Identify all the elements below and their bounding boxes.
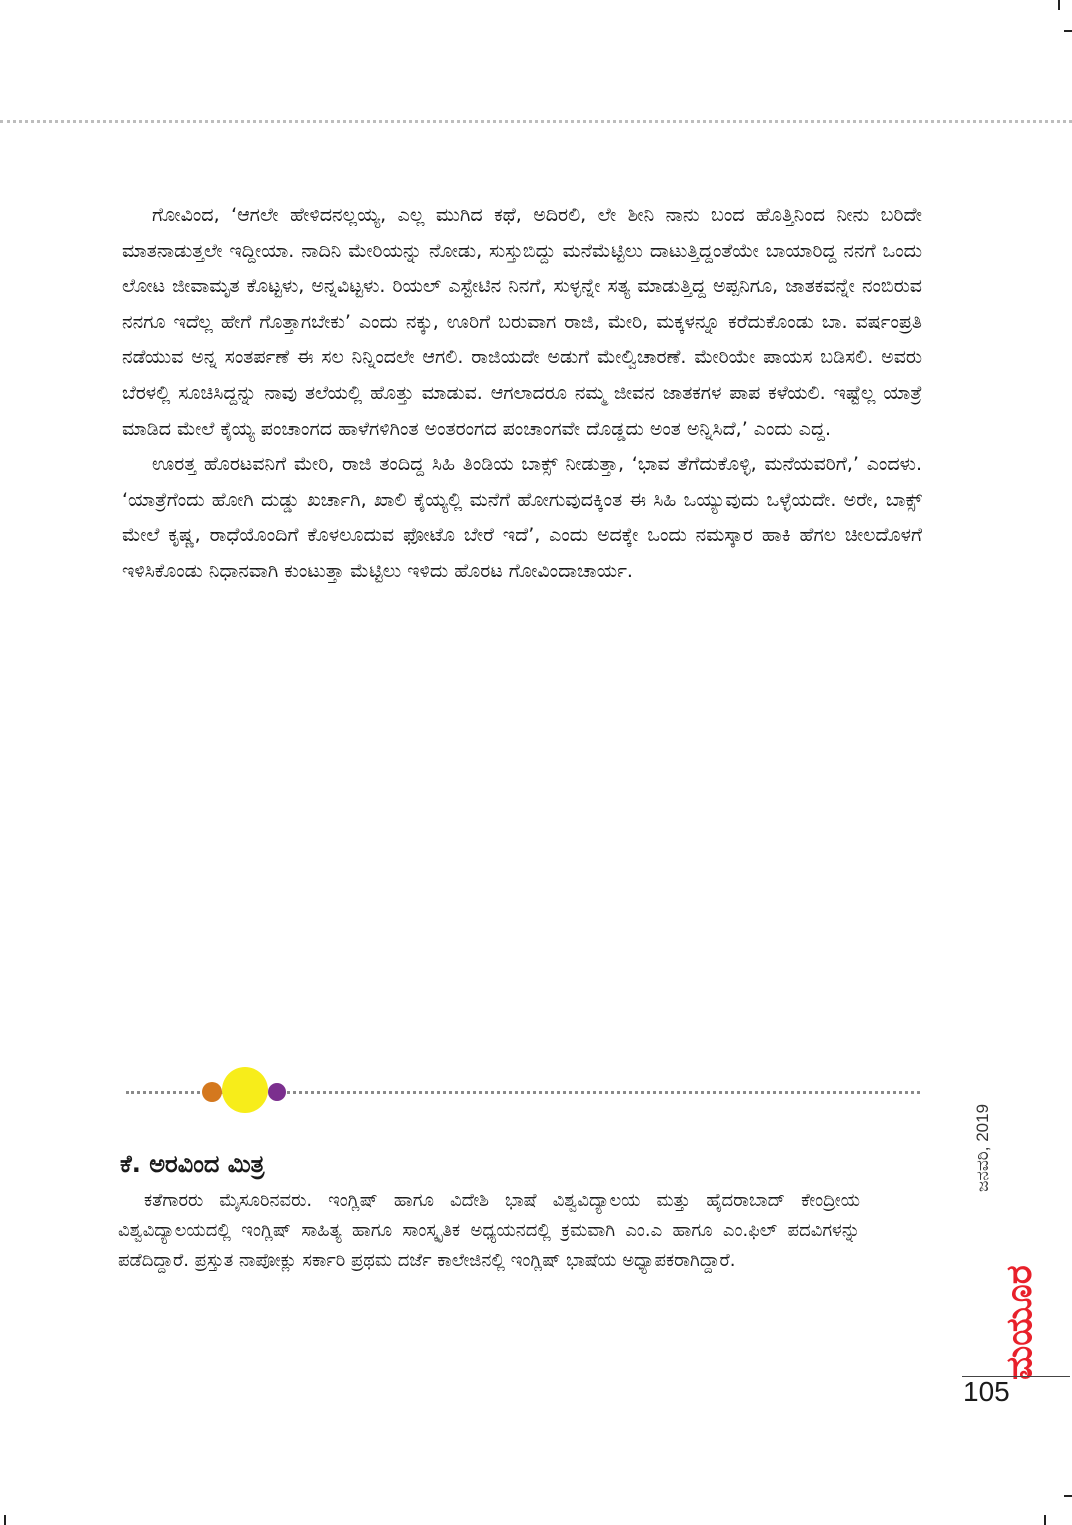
yellow-dot-ornament — [222, 1067, 268, 1113]
author-name: ಕೆ. ಅರವಿಂದ ಮಿತ್ರ — [120, 1150, 265, 1178]
story-paragraph: ಊರತ್ತ ಹೊರಟವನಿಗೆ ಮೇರಿ, ರಾಜಿ ತಂದಿದ್ದ ಸಿಹಿ ತಿಂಡಿಯ ಬಾಕ್ಸ್ ನೀಡುತ್ತಾ, ‘ಭಾವ ತೆಗೆದುಕೊಳ್ಳಿ, ಮನೆಯವರಿಗೆ,’ ಎಂದಳು. ‘ಯಾತ್ರೆಗೆಂದು ಹೋಗಿ ದುಡ್ಡು ಖರ್ಚಾಗಿ, ಖಾಲಿ ಕೈಯ್ಯಲ್ಲಿ ಮನೆಗೆ ಹೋಗುವುದಕ್ಕಿಂತ ಈ ಸಿಹಿ ಒಯ್ಯುವುದು ಒಳ್ಳೆಯದೇ. ಅರೇ, ಬಾಕ್ಸ್ ಮೇಲೆ ಕೃಷ್ಣ, ರಾಧೆಯೊಂದಿಗೆ ಕೊಳಲೂದುವ ಫೋಟೊ ಬೇರೆ ಇದೆ’, ಎಂದು ಅದಕ್ಕೇ ಒಂದು ನಮಸ್ಕಾರ ಹಾಕಿ ಹೆಗಲ ಚೀಲದೊಳಗೆ ಇಳಿಸಿಕೊಂಡು ನಿಧಾನವಾಗಿ ಕುಂಟುತ್ತಾ ಮೆಟ್ಟಿಲು ಇಳಿದು ಹೊರಟ ಗೋವಿಂದಾಚಾರ್ಯ. — [122, 453, 922, 582]
orange-dot-ornament — [202, 1082, 222, 1102]
crop-mark-right-lower — [1064, 1495, 1072, 1497]
purple-dot-ornament — [268, 1083, 286, 1101]
crop-mark-right-upper — [1064, 30, 1072, 32]
author-bio — [118, 1186, 860, 1276]
author-divider — [126, 1088, 920, 1096]
story-body — [122, 198, 922, 590]
issue-date: ಜನವರಿ, 2019 — [973, 1103, 992, 1192]
magazine-logo: ಮಯೂರ — [999, 1265, 1040, 1380]
author-bio-text: ಕತೆಗಾರರು ಮೈಸೂರಿನವರು. ಇಂಗ್ಲಿಷ್ ಹಾಗೂ ವಿದೇಶಿ ಭಾಷೆ ವಿಶ್ವವಿದ್ಯಾಲಯ ಮತ್ತು ಹೈದರಾಬಾದ್ ಕೇಂದ್ರೀಯ ವಿಶ್ವವಿದ್ಯಾಲಯದಲ್ಲಿ ಇಂಗ್ಲಿಷ್ ಸಾಹಿತ್ಯ ಹಾಗೂ ಸಾಂಸ್ಕೃತಿಕ ಅಧ್ಯಯನದಲ್ಲಿ ಕ್ರಮವಾಗಿ ಎಂ.ಎ ಹಾಗೂ ಎಂ.ಫಿಲ್ ಪದವಿಗಳನ್ನು ಪಡೆದಿದ್ದಾರೆ. ಪ್ರಸ್ತುತ ನಾಪೋಕ್ಲು ಸರ್ಕಾರಿ ಪ್ರಥಮ ದರ್ಜೆ ಕಾಲೇಜಿನಲ್ಲಿ ಇಂಗ್ಲಿಷ್ ಭಾಷೆಯ ಅಧ್ಯಾಪಕರಾಗಿದ್ದಾರೆ. — [118, 1190, 860, 1271]
crop-mark-bottom-right — [1044, 1515, 1046, 1525]
crop-mark-bottom-left — [4, 1515, 6, 1525]
crop-mark-top-right — [1058, 0, 1060, 10]
story-paragraph: ಗೋವಿಂದ, ‘ಆಗಲೇ ಹೇಳಿದನಲ್ಲಯ್ಯ, ಎಲ್ಲ ಮುಗಿದ ಕಥೆ, ಅದಿರಲಿ, ಲೇ ಶೀನಿ ನಾನು ಬಂದ ಹೊತ್ತಿನಿಂದ ನೀನು ಬರಿದೇ ಮಾತನಾಡುತ್ತಲೇ ಇದ್ದೀಯಾ. ನಾದಿನಿ ಮೇರಿಯನ್ನು ನೋಡು, ಸುಸ್ತುಬಿದ್ದು ಮನೆಮೆಟ್ಟಿಲು ದಾಟುತ್ತಿದ್ದಂತೆಯೇ ಬಾಯಾರಿದ್ದ ನನಗೆ ಒಂದು ಲೋಟ ಜೀವಾಮೃತ ಕೊಟ್ಟಳು, ಅನ್ನವಿಟ್ಟಳು. ರಿಯಲ್ ಎಸ್ಟೇಟಿನ ನಿನಗೆ, ಸುಳ್ಳನ್ನೇ ಸತ್ಯ ಮಾಡುತ್ತಿದ್ದ ಅಪ್ಪನಿಗೂ, ಜಾತಕವನ್ನೇ ನಂಬಿರುವ ನನಗೂ ಇದೆಲ್ಲ ಹೇಗೆ ಗೊತ್ತಾಗಬೇಕು’ ಎಂದು ನಕ್ಕು, ಊರಿಗೆ ಬರುವಾಗ ರಾಜಿ, ಮೇರಿ, ಮಕ್ಕಳನ್ನೂ ಕರೆದುಕೊಂಡು ಬಾ. ವರ್ಷಂಪ್ರತಿ ನಡೆಯುವ ಅನ್ನ ಸಂತರ್ಪಣೆ ಈ ಸಲ ನಿನ್ನಿಂದಲೇ ಆಗಲಿ. ರಾಜಿಯದೇ ಅಡುಗೆ ಮೇಲ್ವಿಚಾರಣೆ. ಮೇರಿಯೇ ಪಾಯಸ ಬಡಿಸಲಿ. ಅವರು ಬೆರಳಲ್ಲಿ ಸೂಚಿಸಿದ್ದನ್ನು ನಾವು ತಲೆಯಲ್ಲಿ ಹೊತ್ತು ಮಾಡುವ. ಆಗಲಾದರೂ ನಮ್ಮ ಜೀವನ ಜಾತಕಗಳ ಪಾಪ ಕಳೆಯಲಿ. ಇಷ್ಟೆಲ್ಲ ಯಾತ್ರೆ ಮಾಡಿದ ಮೇಲೆ ಕೈಯ್ಯ ಪಂಚಾಂಗದ ಹಾಳೆಗಳಿಗಿಂತ ಅಂತರಂಗದ ಪಂಚಾಂಗವೇ ದೊಡ್ಡದು ಅಂತ ಅನ್ನಿಸಿದೆ,’ ಎಂದು ಎದ್ದ. — [122, 204, 922, 440]
page-number: 105 — [963, 1376, 1010, 1407]
top-dotted-rule — [0, 120, 1072, 123]
